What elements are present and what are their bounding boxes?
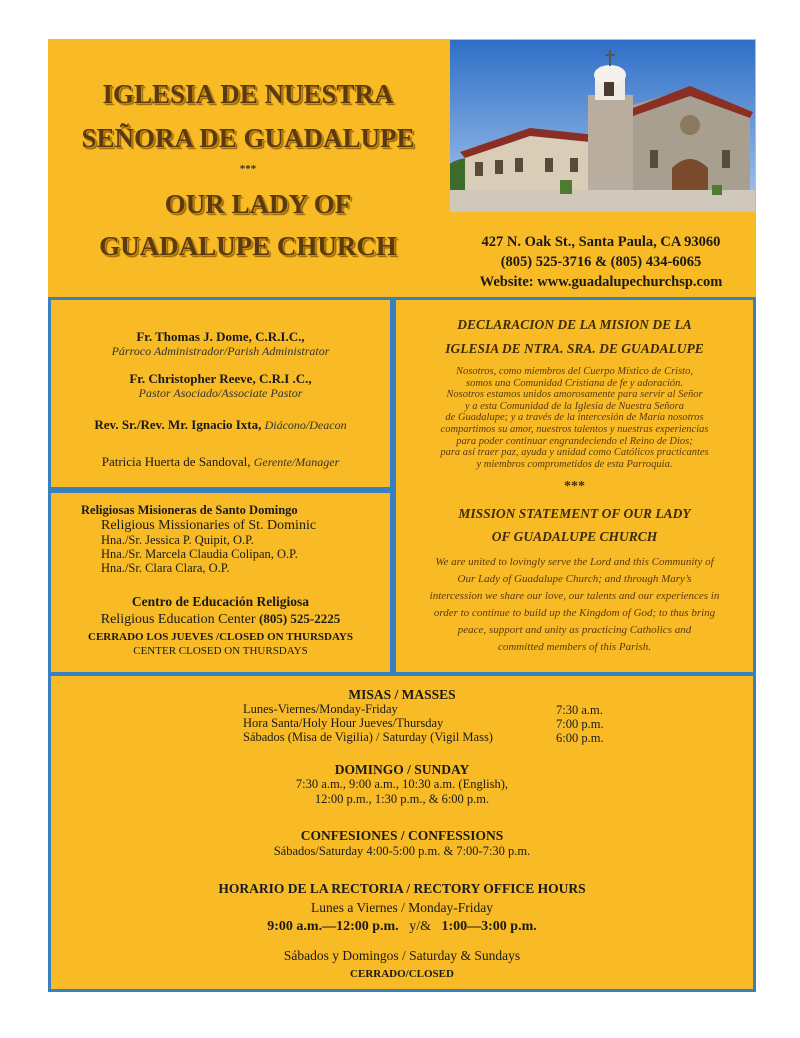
mission-line: committed members of this Parish. xyxy=(497,641,652,653)
mission-title-es-1: DECLARACION DE LA MISION DE LA xyxy=(457,317,692,332)
mass-row-time: 7:30 a.m. xyxy=(556,703,603,717)
staff-box xyxy=(48,297,393,490)
title-separator: *** xyxy=(239,163,257,175)
staff-name: Fr. Christopher Reeve, C.R.I .C., xyxy=(129,371,312,386)
mission-line: intercession we share our love, our talents and our experiences in xyxy=(429,590,720,602)
mass-row-label: Lunes-Viernes/Monday-Friday xyxy=(243,702,398,716)
staff-deacon xyxy=(51,418,390,432)
church-website: Website: www.guadalupechurchsp.com xyxy=(479,274,723,290)
church-photo xyxy=(450,40,755,212)
education-center-line xyxy=(51,612,390,627)
sunday-times-1: 7:30 a.m., 9:00 a.m., 10:30 a.m. (English), xyxy=(295,777,509,791)
staff-manager xyxy=(51,455,390,469)
mission-line: We are united to lovingly serve the Lord and this Community of xyxy=(435,556,714,568)
office-hours-title: HORARIO DE LA RECTORIA / RECTORY OFFICE HOURS xyxy=(218,881,586,896)
office-hours-am: 9:00 a.m.—12:00 p.m. xyxy=(267,919,399,934)
mission-separator: *** xyxy=(564,479,585,494)
staff-role: Pastor Asociado/Associate Pastor xyxy=(138,386,303,400)
header xyxy=(48,39,756,297)
masses-title: MISAS / MASSES xyxy=(348,687,456,702)
staff-name: Fr. Thomas J. Dome, C.R.I.C., xyxy=(136,329,305,344)
mission-title-en-1: MISSION STATEMENT OF OUR LADY xyxy=(458,506,691,521)
weekend-office: Sábados y Domingos / Saturday & Sundays xyxy=(283,948,521,963)
mission-box xyxy=(393,297,756,675)
office-hours-pm: 1:00—3:00 p.m. xyxy=(441,919,537,934)
mission-line: Nosotros, como miembros del Cuerpo Místico de Cristo, xyxy=(456,366,693,377)
sunday-title: DOMINGO / SUNDAY xyxy=(334,762,470,777)
title-english-line-2: GUADALUPE CHURCH xyxy=(99,231,397,261)
mission-line: somos una Comunidad Cristiana de fe y adoración. xyxy=(466,377,683,389)
staff-name: Rev. Sr./Rev. Mr. Ignacio Ixta, xyxy=(94,417,262,432)
staff-role: Diácono/Deacon xyxy=(264,418,347,432)
mission-line: Our Lady of Guadalupe Church; and through Mary’s xyxy=(457,573,692,585)
education-closed-notice: CERRADO LOS JUEVES /CLOSED ON THURSDAYS xyxy=(88,631,353,643)
mission-line: y miembros comprometidos de esta Parroquia. xyxy=(476,458,673,470)
education-closed-note: CENTER CLOSED ON THURSDAYS xyxy=(133,645,308,657)
sister-member: Hna./Sr. Marcela Claudia Colipan, O.P. xyxy=(101,547,298,561)
mass-row-label: Hora Santa/Holy Hour Jueves/Thursday xyxy=(243,716,444,730)
education-phone: (805) 525-2225 xyxy=(259,611,341,626)
sister-member: Hna./Sr. Jessica P. Quipit, O.P. xyxy=(101,533,254,547)
mass-row-time: 6:00 p.m. xyxy=(556,731,604,745)
mass-row-label: Sábados (Misa de Vigilia) / Saturday (Vigil Mass) xyxy=(243,730,493,744)
mission-text-es xyxy=(396,366,753,470)
sister-member: Hna./Sr. Clara Clara, O.P. xyxy=(101,561,230,575)
contact-info xyxy=(446,232,756,292)
mission-line: y a esta Comunidad de la Iglesia de Nuestra Señora xyxy=(464,400,685,412)
staff-pastor xyxy=(51,330,390,358)
weekend-closed: CERRADO/CLOSED xyxy=(350,968,454,980)
title-english-line-1: OUR LADY OF xyxy=(164,189,352,219)
office-hours xyxy=(51,919,753,934)
church-address: 427 N. Oak St., Santa Paula, CA 93060 xyxy=(481,234,721,250)
mission-line: Nosotros estamos unidos amorosamente para servir al Señor xyxy=(446,389,703,401)
mission-title-es-2: IGLESIA DE NTRA. SRA. DE GUADALUPE xyxy=(445,341,704,356)
mission-text-en xyxy=(396,554,753,656)
mass-row-time: 7:00 p.m. xyxy=(556,717,604,731)
title-spanish-line-1: IGLESIA DE NUESTRA xyxy=(102,79,394,109)
mission-line: order to continue to build up the Kingdom of God; to thus bring xyxy=(433,607,716,619)
office-days: Lunes a Viernes / Monday-Friday xyxy=(311,900,493,915)
sunday-times-2: 12:00 p.m., 1:30 p.m., & 6:00 p.m. xyxy=(314,792,490,806)
mission-line: para poder continuar engrandeciendo el Reino de Dios; xyxy=(456,435,693,447)
church-phones: (805) 525-3716 & (805) 434-6065 xyxy=(500,254,702,270)
staff-associate xyxy=(51,372,390,400)
mission-line: de Guadalupe; y a través de la intercesión de María nosotros xyxy=(445,412,704,424)
education-title: Centro de Educación Religiosa xyxy=(131,594,310,609)
bulletin-page xyxy=(48,39,756,992)
sisters-title-en: Religious Missionaries of St. Dominic xyxy=(101,518,317,533)
sisters-title-es: Religiosas Misioneras de Santo Domingo xyxy=(81,503,298,517)
mission-title-en-2: OF GUADALUPE CHURCH xyxy=(491,529,658,544)
confessions-times: Sábados/Saturday 4:00-5:00 p.m. & 7:00-7:30 p.m. xyxy=(273,844,531,858)
staff-role: Párroco Administrador/Parish Administrator xyxy=(111,344,330,358)
mission-line: peace, support and unity as practicing Catholics and xyxy=(457,624,692,636)
staff-role: Gerente/Manager xyxy=(253,455,340,469)
confessions-title: CONFESIONES / CONFESSIONS xyxy=(300,828,504,843)
schedule-box xyxy=(48,673,756,992)
office-hours-sep: y/& xyxy=(409,919,431,934)
mission-line: compartimos su amor, nuestros talentos y nuestras experiencias xyxy=(440,423,709,435)
staff-name: Patricia Huerta de Sandoval, xyxy=(101,454,251,469)
sisters-box xyxy=(48,490,393,675)
mission-line: para así traer paz, ayuda y unidad como Católicos practicantes xyxy=(440,447,709,459)
title-spanish-line-2: SEÑORA DE GUADALUPE xyxy=(81,123,415,153)
education-center-label: Religious Education Center xyxy=(100,612,256,627)
